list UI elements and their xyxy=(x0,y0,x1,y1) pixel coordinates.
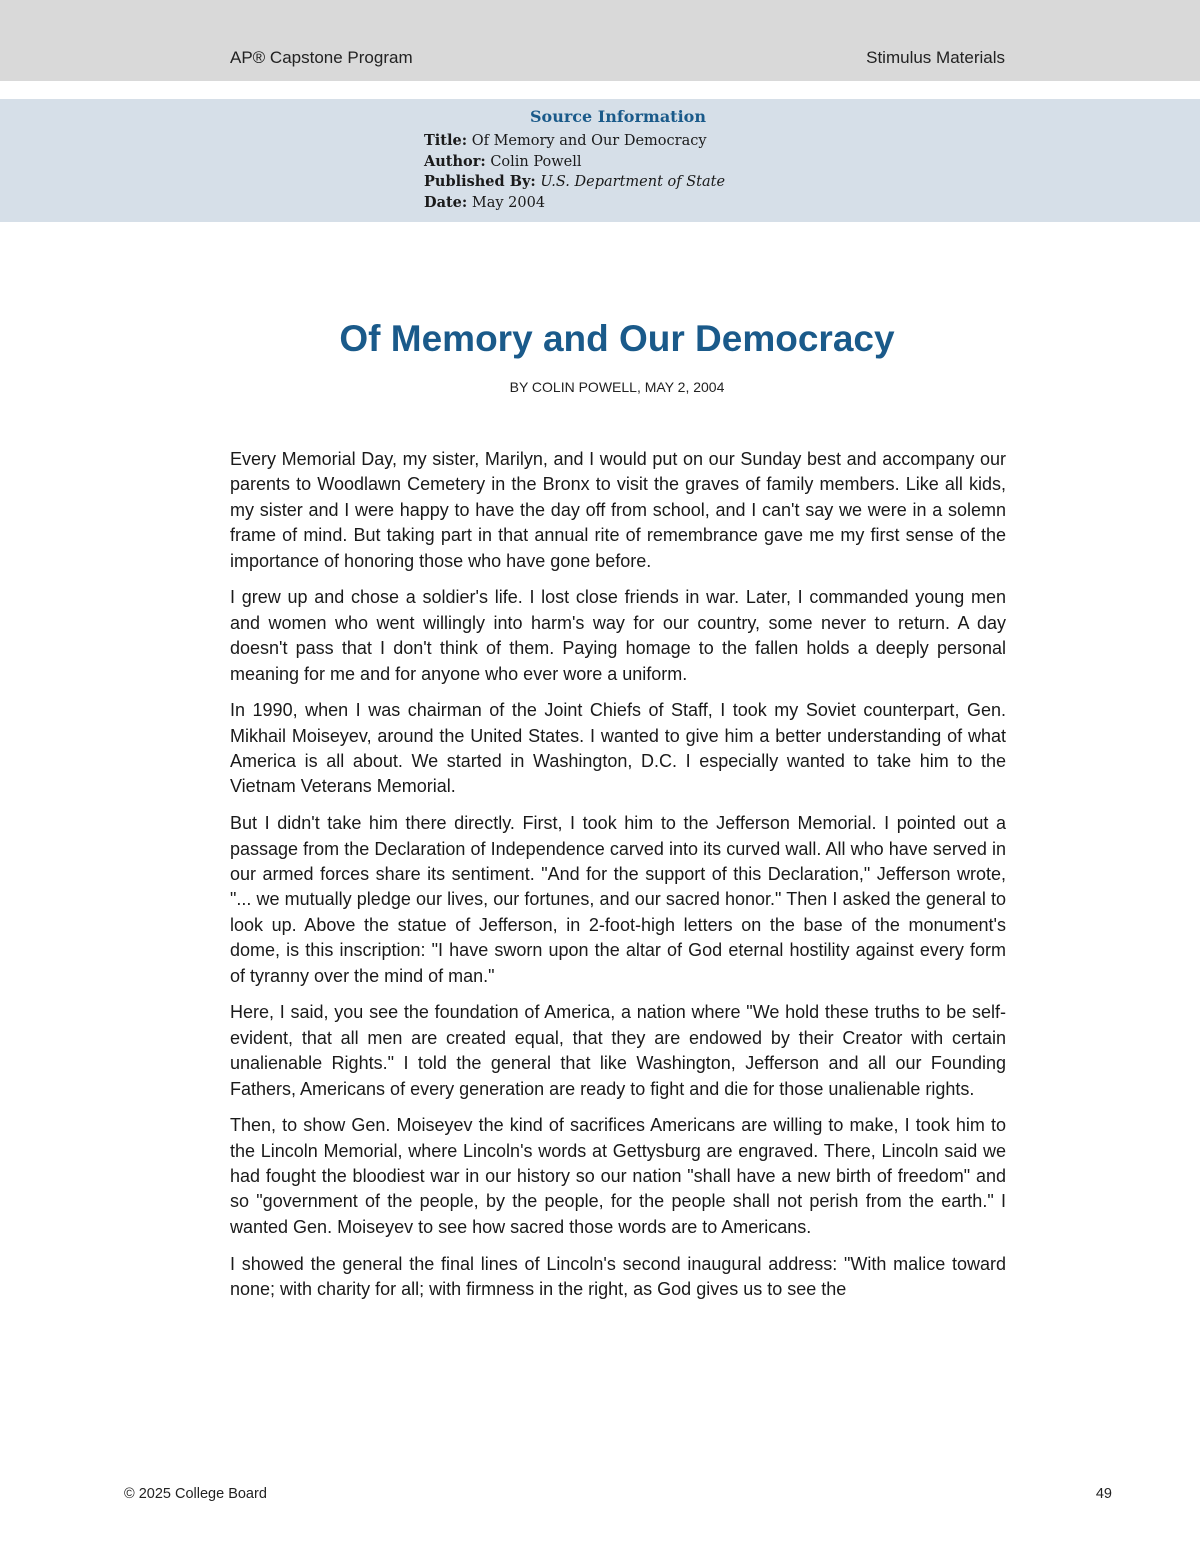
source-info-details xyxy=(424,131,725,213)
article-paragraph: I showed the general the final lines of Lincoln's second inaugural address: "With malice toward none; with charity for all; with firmness in the right, as God gives us to see the xyxy=(230,1253,1006,1299)
page-number: 49 xyxy=(1095,1486,1112,1502)
page-header xyxy=(0,0,1200,81)
article-paragraph: Then, to show Gen. Moiseyev the kind of sacrifices Americans are willing to make, I took him to the Lincoln Memorial, where Lincoln's words at Gettysburg are engraved. There, Lincoln said we had fought the bloodiest war in our history so our nation "shall have a new birth of freedom" and so "government of the people, by the people, for the people shall not perish from the earth." I wanted Gen. Moiseyev to see how sacred those words are to Americans. xyxy=(230,1115,1006,1237)
source-publisher-value: U.S. Department of State xyxy=(540,174,726,190)
article-paragraph: Every Memorial Day, my sister, Marilyn, and I would put on our Sunday best and accompany our parents to Woodlawn Cemetery in the Bronx to visit the graves of family members. Like all kids, my sister and I were happy to have the day off from school, and I can't say we were in a solemn frame of mind. But taking part in that annual rite of remembrance gave me my first sense of the importance of honoring those who have gone before. xyxy=(230,449,1006,571)
article-title: Of Memory and Our Democracy xyxy=(339,318,895,359)
source-date-row xyxy=(424,193,725,214)
source-title-value: Of Memory and Our Democracy xyxy=(471,133,707,149)
source-author-row xyxy=(424,152,725,173)
source-author-label: Author: xyxy=(424,152,486,170)
section-name: Stimulus Materials xyxy=(866,48,1005,67)
program-name: AP® Capstone Program xyxy=(230,48,413,67)
source-author-value: Colin Powell xyxy=(490,153,582,170)
source-title-label: Title: xyxy=(424,132,468,149)
source-title-row xyxy=(424,131,725,152)
article-body xyxy=(230,447,1006,1314)
source-date-value: May 2004 xyxy=(471,194,546,211)
article-paragraph: Here, I said, you see the foundation of America, a nation where "We hold these truths to be self-evident, that all men are created equal, that they are endowed by their Creator with certain unalienable Rights." I told the general that like Washington, Jefferson and all our Founding Fathers, Americans of every generation are ready to fight and die for those unalienable rights. xyxy=(230,1002,1006,1099)
article-paragraph: In 1990, when I was chairman of the Joint Chiefs of Staff, I took my Soviet counterpart, Gen. Mikhail Moiseyev, around the United States. I wanted to give him a better understanding of what America is all about. We started in Washington, D.C. I especially wanted to take him to the Vietnam Veterans Memorial. xyxy=(230,700,1006,797)
source-publisher-row xyxy=(424,172,725,193)
source-publisher-label: Published By: xyxy=(424,173,536,190)
article-paragraph: But I didn't take him there directly. First, I took him to the Jefferson Memorial. I pointed out a passage from the Declaration of Independence carved into its curved wall. All who have served in our armed forces share its sentiment. "And for the support of this Declaration," Jefferson wrote, "... we mutually pledge our lives, our fortunes, and our sacred honor." Then I asked the general to look up. Above the statue of Jefferson, in 2-foot-high letters on the base of the monument's dome, is this inscription: "I have sworn upon the altar of God eternal hostility against every form of tyranny over the mind of man." xyxy=(230,813,1006,986)
article-paragraph: I grew up and chose a soldier's life. I lost close friends in war. Later, I commanded young men and women who went willingly into harm's way for our country, some never to return. A day doesn't pass that I don't think of them. Paying homage to the fallen holds a deeply personal meaning for me and for anyone who ever wore a uniform. xyxy=(230,587,1006,684)
source-information-box xyxy=(0,99,1200,222)
article-byline: BY COLIN POWELL, MAY 2, 2004 xyxy=(509,379,725,395)
source-date-label: Date: xyxy=(424,193,468,211)
footer-copyright: © 2025 College Board xyxy=(124,1486,267,1502)
source-info-heading: Source Information xyxy=(530,107,706,126)
